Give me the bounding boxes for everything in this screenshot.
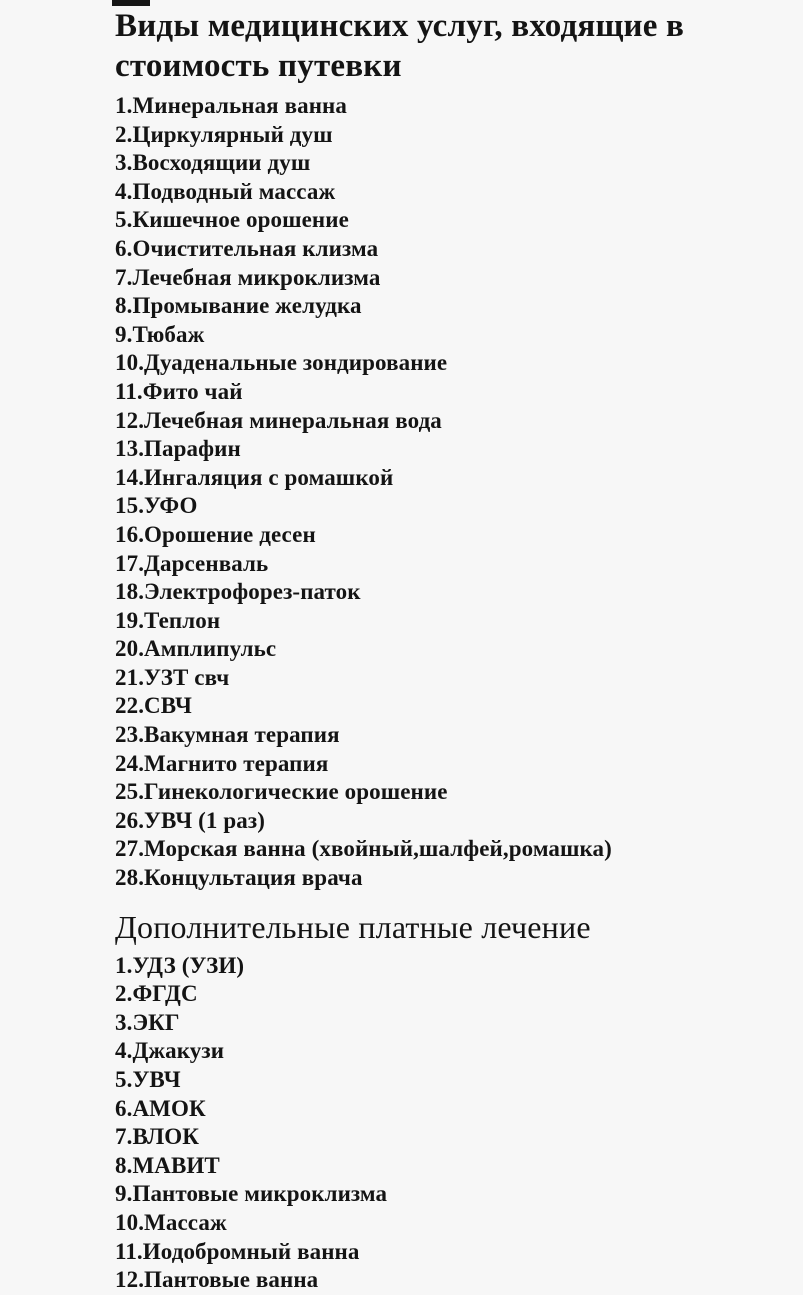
service-item: 23.Вакумная терапия <box>115 722 340 748</box>
service-item: 26.УВЧ (1 раз) <box>115 807 265 833</box>
service-item: 9.Пантовые микроклизма <box>115 1181 388 1207</box>
service-item: 4.Джакузи <box>115 1038 225 1064</box>
service-item: 6.АМОК <box>115 1095 206 1121</box>
service-item: 2.Циркулярный душ <box>115 121 333 147</box>
service-item: 24.Магнито терапия <box>115 750 329 776</box>
service-item: 18.Электрофорез-паток <box>115 579 361 605</box>
service-item: 11.Иодобромный ванна <box>115 1238 360 1264</box>
service-item: 10.Дуаденальные зондирование <box>115 350 448 376</box>
service-item: 12.Лечебная минеральная вода <box>115 407 442 433</box>
service-item: 19.Теплон <box>115 607 221 633</box>
page-title: Виды медицинских услуг, входящие в стоимость путевки <box>115 8 685 84</box>
service-item: 5.УВЧ <box>115 1067 181 1092</box>
service-item: 13.Парафин <box>115 436 241 462</box>
service-item: 22.СВЧ <box>115 693 193 719</box>
service-item: 2.ФГДС <box>115 981 198 1007</box>
service-item: 10.Массаж <box>115 1209 227 1235</box>
service-item: 11.Фито чай <box>115 378 243 404</box>
service-item: 14.Ингаляция с ромашкой <box>115 464 394 490</box>
service-item: 28.Концультация врача <box>115 865 363 891</box>
service-item: 1.Минеральная ванна <box>115 93 348 118</box>
service-item: 21.УЗТ свч <box>115 664 230 690</box>
additional-services-list <box>115 952 773 1295</box>
service-item: 9.Тюбаж <box>115 321 205 347</box>
additional-services-heading: Дополнительные платные лечение <box>115 908 591 945</box>
service-item: 7.Лечебная микроклизма <box>115 264 381 290</box>
service-item: 3.ЭКГ <box>115 1009 180 1035</box>
service-item: 15.УФО <box>115 493 198 519</box>
service-item: 3.Восходящии душ <box>115 150 311 176</box>
service-item: 8.Промывание желудка <box>115 293 362 319</box>
cropped-text-artifact <box>112 0 150 6</box>
service-item: 5.Кишечное орошение <box>115 207 349 233</box>
service-item: 17.Дарсенваль <box>115 550 269 576</box>
service-item: 4.Подводный массаж <box>115 178 336 204</box>
included-services-list <box>115 92 773 893</box>
service-item: 6.Очистительная клизма <box>115 235 379 261</box>
service-item: 7.ВЛОК <box>115 1124 200 1150</box>
service-item: 27.Морская ванна (хвойный,шалфей,ромашка) <box>115 836 612 862</box>
service-item: 20.Амплипульс <box>115 636 277 662</box>
service-item: 8.МАВИТ <box>115 1152 220 1178</box>
service-item: 1.УДЗ (УЗИ) <box>115 952 245 978</box>
service-item: 16.Орошение десен <box>115 521 316 547</box>
service-item: 12.Пантовые ванна <box>115 1267 319 1293</box>
service-item: 25.Гинекологические орошение <box>115 779 448 805</box>
